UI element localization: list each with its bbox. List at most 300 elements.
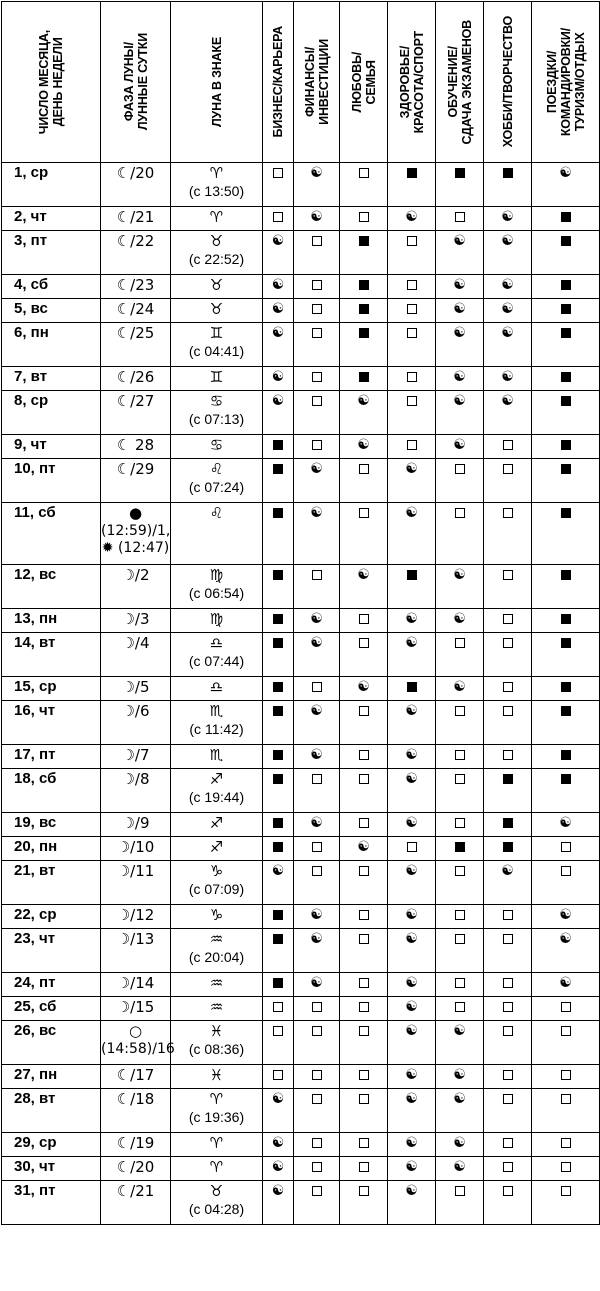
table-row xyxy=(2,565,600,609)
header-sign xyxy=(171,2,263,163)
hobby-cell xyxy=(484,677,532,701)
empty-square-icon xyxy=(312,570,322,580)
phase-cell xyxy=(101,609,171,633)
yin-yang-icon: ☯ xyxy=(405,1183,418,1200)
yin-yang-icon: ☯ xyxy=(501,369,514,386)
finance-cell xyxy=(294,813,340,837)
love-cell xyxy=(340,323,388,367)
business-cell xyxy=(263,207,294,231)
day-cell: 8, ср xyxy=(2,391,101,435)
empty-square-icon xyxy=(359,1026,369,1036)
travel-cell xyxy=(532,299,600,323)
zodiac-sign-icon: ♍ xyxy=(209,610,224,628)
filled-square-icon xyxy=(273,818,283,828)
finance-cell xyxy=(294,1181,340,1225)
day-cell: 26, вс xyxy=(2,1021,101,1065)
phase-cell xyxy=(101,207,171,231)
health-cell xyxy=(388,503,436,565)
sign-time: (с 19:36) xyxy=(188,1109,245,1125)
business-cell xyxy=(263,391,294,435)
table-row xyxy=(2,163,600,207)
empty-square-icon xyxy=(503,750,513,760)
yin-yang-icon: ☯ xyxy=(405,1023,418,1040)
filled-square-icon xyxy=(273,774,283,784)
yin-yang-icon: ☯ xyxy=(405,611,418,628)
hobby-cell xyxy=(484,207,532,231)
header-study xyxy=(436,2,484,163)
health-cell xyxy=(388,929,436,973)
health-cell xyxy=(388,299,436,323)
phase-cell xyxy=(101,769,171,813)
moon-phase: ☽/2 xyxy=(121,566,150,584)
header-business-label: БИЗНЕС/КАРЬЕРА xyxy=(271,26,285,138)
health-cell xyxy=(388,677,436,701)
yin-yang-icon: ☯ xyxy=(559,975,572,992)
phase-cell xyxy=(101,1089,171,1133)
finance-cell xyxy=(294,459,340,503)
zodiac-sign-icon: ♒ xyxy=(209,998,224,1016)
day-cell: 10, пт xyxy=(2,459,101,503)
yin-yang-icon: ☯ xyxy=(405,209,418,226)
finance-cell xyxy=(294,231,340,275)
finance-cell xyxy=(294,1089,340,1133)
empty-square-icon xyxy=(359,1162,369,1172)
finance-cell xyxy=(294,997,340,1021)
love-cell xyxy=(340,163,388,207)
phase-cell xyxy=(101,503,171,565)
table-row xyxy=(2,745,600,769)
health-cell xyxy=(388,1065,436,1089)
filled-square-icon xyxy=(561,570,571,580)
empty-square-icon xyxy=(407,396,417,406)
business-cell xyxy=(263,163,294,207)
empty-square-icon xyxy=(359,614,369,624)
empty-square-icon xyxy=(503,508,513,518)
empty-square-icon xyxy=(407,372,417,382)
phase-cell xyxy=(101,997,171,1021)
sign-cell xyxy=(171,207,263,231)
zodiac-sign-icon: ♈ xyxy=(209,164,224,182)
empty-square-icon xyxy=(455,212,465,222)
table-row xyxy=(2,1133,600,1157)
empty-square-icon xyxy=(503,1026,513,1036)
filled-square-icon xyxy=(561,212,571,222)
love-cell xyxy=(340,367,388,391)
study-cell xyxy=(436,633,484,677)
hobby-cell xyxy=(484,633,532,677)
travel-cell xyxy=(532,837,600,861)
travel-cell xyxy=(532,435,600,459)
travel-cell xyxy=(532,1133,600,1157)
finance-cell xyxy=(294,435,340,459)
love-cell xyxy=(340,633,388,677)
travel-cell xyxy=(532,633,600,677)
sign-cell xyxy=(171,677,263,701)
moon-phase: ☾/27 xyxy=(116,392,155,410)
yin-yang-icon: ☯ xyxy=(271,1091,285,1108)
filled-square-icon xyxy=(561,372,571,382)
finance-cell xyxy=(294,929,340,973)
business-cell xyxy=(263,435,294,459)
table-row xyxy=(2,633,600,677)
yin-yang-icon: ☯ xyxy=(405,747,418,764)
yin-yang-icon: ☯ xyxy=(357,437,370,454)
moon-phase: ☽/12 xyxy=(116,906,155,924)
empty-square-icon xyxy=(359,1070,369,1080)
empty-square-icon xyxy=(312,396,322,406)
yin-yang-icon: ☯ xyxy=(501,301,514,318)
day-cell: 19, вс xyxy=(2,813,101,837)
empty-square-icon xyxy=(312,842,322,852)
health-cell xyxy=(388,1133,436,1157)
empty-square-icon xyxy=(561,1070,571,1080)
hobby-cell xyxy=(484,997,532,1021)
sign-cell xyxy=(171,565,263,609)
business-cell xyxy=(263,299,294,323)
travel-cell xyxy=(532,565,600,609)
yin-yang-icon: ☯ xyxy=(310,611,323,628)
filled-square-icon xyxy=(273,978,283,988)
hobby-cell xyxy=(484,299,532,323)
empty-square-icon xyxy=(273,212,283,222)
yin-yang-icon: ☯ xyxy=(559,907,572,924)
empty-square-icon xyxy=(455,910,465,920)
empty-square-icon xyxy=(273,168,283,178)
table-row xyxy=(2,609,600,633)
zodiac-sign-icon: ♑ xyxy=(209,906,224,924)
finance-cell xyxy=(294,275,340,299)
study-cell xyxy=(436,1157,484,1181)
study-cell xyxy=(436,929,484,973)
travel-cell xyxy=(532,275,600,299)
business-cell xyxy=(263,973,294,997)
phase-cell xyxy=(101,231,171,275)
empty-square-icon xyxy=(455,638,465,648)
sign-time: (с 20:04) xyxy=(188,949,245,965)
empty-square-icon xyxy=(561,1002,571,1012)
header-health xyxy=(388,2,436,163)
empty-square-icon xyxy=(455,866,465,876)
phase-time: (14:58)/16 xyxy=(101,1041,175,1057)
empty-square-icon xyxy=(561,1094,571,1104)
sign-time: (с 11:42) xyxy=(189,721,244,737)
header-hobby-label: ХОББИ/ТВОРЧЕСТВО xyxy=(500,16,515,148)
yin-yang-icon: ☯ xyxy=(357,839,370,856)
filled-square-icon xyxy=(503,842,513,852)
header-health-label: ЗДОРОВЬЕ/ КРАСОТА/СПОРТ xyxy=(397,30,426,134)
phase-cell xyxy=(101,565,171,609)
empty-square-icon xyxy=(455,464,465,474)
filled-square-icon xyxy=(273,614,283,624)
moon-phase: ☾/23 xyxy=(116,276,155,294)
yin-yang-icon: ☯ xyxy=(405,771,418,788)
love-cell xyxy=(340,929,388,973)
day-cell: 18, сб xyxy=(2,769,101,813)
hobby-cell xyxy=(484,905,532,929)
zodiac-sign-icon: ♋ xyxy=(209,436,224,454)
filled-square-icon xyxy=(561,236,571,246)
sign-cell xyxy=(171,929,263,973)
yin-yang-icon: ☯ xyxy=(310,703,323,720)
empty-square-icon xyxy=(407,304,417,314)
filled-square-icon xyxy=(561,706,571,716)
empty-square-icon xyxy=(359,750,369,760)
table-row xyxy=(2,837,600,861)
hobby-cell xyxy=(484,275,532,299)
moon-phase: ☾ 28 xyxy=(116,436,155,454)
empty-square-icon xyxy=(503,1186,513,1196)
sign-cell xyxy=(171,231,263,275)
zodiac-sign-icon: ♒ xyxy=(209,930,224,948)
sign-cell xyxy=(171,435,263,459)
moon-phase: ☾/20 xyxy=(116,164,155,182)
yin-yang-icon: ☯ xyxy=(559,931,572,948)
yin-yang-icon: ☯ xyxy=(310,505,323,522)
filled-square-icon xyxy=(359,236,369,246)
hobby-cell xyxy=(484,609,532,633)
health-cell xyxy=(388,367,436,391)
day-cell: 21, вт xyxy=(2,861,101,905)
empty-square-icon xyxy=(312,1162,322,1172)
yin-yang-icon: ☯ xyxy=(271,863,285,880)
yin-yang-icon: ☯ xyxy=(559,815,572,832)
day-cell: 27, пн xyxy=(2,1065,101,1089)
hobby-cell xyxy=(484,745,532,769)
moon-phase: ☽/15 xyxy=(116,998,155,1016)
table-row xyxy=(2,459,600,503)
header-travel xyxy=(532,2,600,163)
yin-yang-icon: ☯ xyxy=(405,999,418,1016)
empty-square-icon xyxy=(359,818,369,828)
business-cell xyxy=(263,701,294,745)
travel-cell xyxy=(532,207,600,231)
empty-square-icon xyxy=(359,638,369,648)
empty-square-icon xyxy=(312,1002,322,1012)
filled-square-icon xyxy=(273,842,283,852)
health-cell xyxy=(388,1157,436,1181)
phase-cell xyxy=(101,1157,171,1181)
day-cell: 31, пт xyxy=(2,1181,101,1225)
hobby-cell xyxy=(484,459,532,503)
love-cell xyxy=(340,1157,388,1181)
header-business xyxy=(263,2,294,163)
sign-cell xyxy=(171,391,263,435)
empty-square-icon xyxy=(455,934,465,944)
finance-cell xyxy=(294,861,340,905)
phase-cell xyxy=(101,1181,171,1225)
zodiac-sign-icon: ♎ xyxy=(209,678,224,696)
yin-yang-icon: ☯ xyxy=(271,325,285,342)
yin-yang-icon: ☯ xyxy=(310,931,323,948)
business-cell xyxy=(263,1089,294,1133)
empty-square-icon xyxy=(561,842,571,852)
hobby-cell xyxy=(484,1065,532,1089)
header-phase xyxy=(101,2,171,163)
business-cell xyxy=(263,997,294,1021)
phase-cell xyxy=(101,973,171,997)
hobby-cell xyxy=(484,565,532,609)
filled-square-icon xyxy=(273,440,283,450)
hobby-cell xyxy=(484,861,532,905)
day-cell: 25, сб xyxy=(2,997,101,1021)
health-cell xyxy=(388,1089,436,1133)
header-study-label: ОБУЧЕНИЕ/ СДАЧА ЭКЗАМЕНОВ xyxy=(445,19,474,145)
health-cell xyxy=(388,435,436,459)
finance-cell xyxy=(294,1021,340,1065)
filled-square-icon xyxy=(561,396,571,406)
yin-yang-icon: ☯ xyxy=(453,1159,466,1176)
yin-yang-icon: ☯ xyxy=(310,975,323,992)
health-cell xyxy=(388,837,436,861)
filled-square-icon xyxy=(359,304,369,314)
moon-phase: ☽/10 xyxy=(116,838,155,856)
travel-cell xyxy=(532,1089,600,1133)
empty-square-icon xyxy=(561,1026,571,1036)
empty-square-icon xyxy=(503,440,513,450)
sign-time: (с 04:41) xyxy=(188,343,245,359)
filled-square-icon xyxy=(273,464,283,474)
yin-yang-icon: ☯ xyxy=(310,165,323,182)
day-cell: 16, чт xyxy=(2,701,101,745)
moon-phase: ☾/19 xyxy=(116,1134,155,1152)
zodiac-sign-icon: ♏ xyxy=(209,702,224,720)
empty-square-icon xyxy=(273,1026,283,1036)
filled-square-icon xyxy=(561,638,571,648)
zodiac-sign-icon: ♎ xyxy=(209,634,224,652)
hobby-cell xyxy=(484,503,532,565)
yin-yang-icon: ☯ xyxy=(453,325,466,342)
yin-yang-icon: ☯ xyxy=(405,461,418,478)
day-cell: 29, ср xyxy=(2,1133,101,1157)
health-cell xyxy=(388,861,436,905)
sign-cell xyxy=(171,459,263,503)
sign-time: (с 07:09) xyxy=(188,881,245,897)
empty-square-icon xyxy=(561,1162,571,1172)
table-row xyxy=(2,701,600,745)
zodiac-sign-icon: ♊ xyxy=(209,368,224,386)
study-cell xyxy=(436,701,484,745)
table-row xyxy=(2,231,600,275)
yin-yang-icon: ☯ xyxy=(271,233,285,250)
study-cell xyxy=(436,323,484,367)
yin-yang-icon: ☯ xyxy=(501,233,514,250)
yin-yang-icon: ☯ xyxy=(310,461,323,478)
hobby-cell xyxy=(484,1133,532,1157)
empty-square-icon xyxy=(561,1186,571,1196)
phase-cell xyxy=(101,677,171,701)
study-cell xyxy=(436,1021,484,1065)
study-cell xyxy=(436,861,484,905)
phase-cell xyxy=(101,435,171,459)
empty-square-icon xyxy=(312,1070,322,1080)
business-cell xyxy=(263,1021,294,1065)
empty-square-icon xyxy=(312,372,322,382)
empty-square-icon xyxy=(455,818,465,828)
header-phase-label: ФАЗА ЛУНЫ/ ЛУННЫЕ СУТКИ xyxy=(121,33,150,131)
empty-square-icon xyxy=(503,570,513,580)
empty-square-icon xyxy=(359,464,369,474)
yin-yang-icon: ☯ xyxy=(271,301,285,318)
lunar-calendar-table xyxy=(1,1,600,1225)
travel-cell xyxy=(532,367,600,391)
table-row xyxy=(2,207,600,231)
hobby-cell xyxy=(484,231,532,275)
day-cell: 17, пт xyxy=(2,745,101,769)
hobby-cell xyxy=(484,973,532,997)
phase-cell xyxy=(101,861,171,905)
table-row xyxy=(2,905,600,929)
empty-square-icon xyxy=(407,440,417,450)
empty-square-icon xyxy=(359,212,369,222)
travel-cell xyxy=(532,701,600,745)
day-cell: 6, пн xyxy=(2,323,101,367)
love-cell xyxy=(340,745,388,769)
sign-cell xyxy=(171,275,263,299)
study-cell xyxy=(436,1089,484,1133)
study-cell xyxy=(436,503,484,565)
travel-cell xyxy=(532,163,600,207)
sign-cell xyxy=(171,163,263,207)
yin-yang-icon: ☯ xyxy=(453,1091,466,1108)
yin-yang-icon: ☯ xyxy=(310,815,323,832)
love-cell xyxy=(340,1065,388,1089)
moon-phase: ☽/8 xyxy=(121,770,150,788)
study-cell xyxy=(436,997,484,1021)
day-cell: 2, чт xyxy=(2,207,101,231)
love-cell xyxy=(340,207,388,231)
health-cell xyxy=(388,275,436,299)
moon-phase: ☾/26 xyxy=(116,368,155,386)
table-row xyxy=(2,677,600,701)
day-cell: 13, пн xyxy=(2,609,101,633)
filled-square-icon xyxy=(503,818,513,828)
filled-square-icon xyxy=(503,168,513,178)
hobby-cell xyxy=(484,837,532,861)
love-cell xyxy=(340,905,388,929)
empty-square-icon xyxy=(503,682,513,692)
empty-square-icon xyxy=(455,774,465,784)
study-cell xyxy=(436,565,484,609)
empty-square-icon xyxy=(359,866,369,876)
empty-square-icon xyxy=(312,280,322,290)
filled-square-icon xyxy=(359,280,369,290)
sign-time: (с 13:50) xyxy=(188,183,245,199)
business-cell xyxy=(263,323,294,367)
empty-square-icon xyxy=(561,1138,571,1148)
empty-square-icon xyxy=(312,774,322,784)
empty-square-icon xyxy=(359,978,369,988)
yin-yang-icon: ☯ xyxy=(453,1067,466,1084)
business-cell xyxy=(263,1181,294,1225)
sign-cell xyxy=(171,1133,263,1157)
finance-cell xyxy=(294,633,340,677)
yin-yang-icon: ☯ xyxy=(405,907,418,924)
phase-cell xyxy=(101,813,171,837)
table-row xyxy=(2,813,600,837)
day-cell: 22, ср xyxy=(2,905,101,929)
phase-cell xyxy=(101,459,171,503)
day-cell: 28, вт xyxy=(2,1089,101,1133)
zodiac-sign-icon: ♉ xyxy=(209,300,224,318)
phase-cell xyxy=(101,701,171,745)
phase-cell xyxy=(101,905,171,929)
sign-cell xyxy=(171,633,263,677)
health-cell xyxy=(388,745,436,769)
table-row xyxy=(2,929,600,973)
filled-square-icon xyxy=(273,706,283,716)
finance-cell xyxy=(294,973,340,997)
day-cell: 4, сб xyxy=(2,275,101,299)
